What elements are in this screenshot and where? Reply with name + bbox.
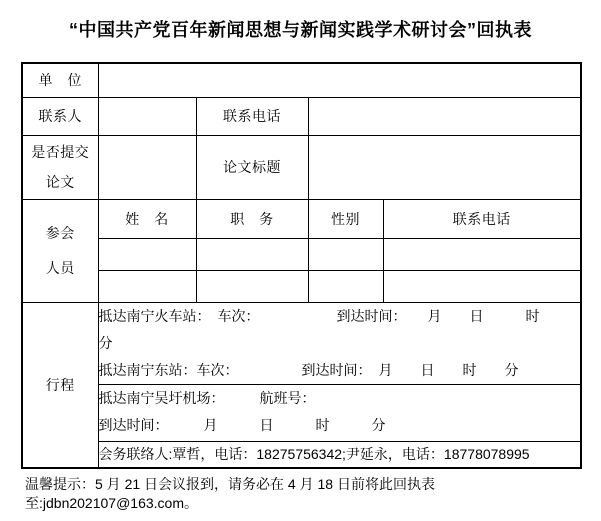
participant-phone-input-cell[interactable]: [383, 270, 581, 302]
participant-position-input-cell[interactable]: [196, 238, 308, 270]
participant-gender-input-cell[interactable]: [308, 270, 383, 302]
itinerary-flight-cell[interactable]: [98, 384, 581, 441]
participant-phone-input-cell[interactable]: [383, 238, 581, 270]
itinerary-train-line-2: 分: [98, 334, 113, 351]
participant-gender-input-cell[interactable]: [308, 238, 383, 270]
page-title: “中国共产党百年新闻思想与新闻实践学术研讨会”回执表: [69, 20, 532, 40]
participants-col-name: 姓 名: [98, 199, 196, 238]
paper-submit-label: [22, 135, 98, 199]
itinerary-train-line-3: 抵达南宁东站：车次： 到达时间： 月 日 时 分: [98, 361, 519, 378]
participants-col-gender: 性别: [308, 199, 383, 238]
contact-name-label: 联系人: [22, 97, 98, 135]
reply-form-table: [21, 62, 582, 469]
participants-label: [22, 199, 98, 302]
itinerary-flight-line-1: 抵达南宁吴圩机场： 航班号：: [98, 389, 316, 406]
participants-label-line1: 参会: [45, 224, 75, 241]
paper-title-input-cell[interactable]: [308, 135, 581, 199]
paper-submit-input-cell[interactable]: [98, 135, 196, 199]
contact-phone-label: 联系电话: [196, 97, 308, 135]
participant-row: [22, 270, 581, 302]
itinerary-contacts-cell: 会务联络人:覃哲，电话：18275756342;尹延永，电话：18778078995: [98, 441, 581, 468]
contact-phone-input-cell[interactable]: [308, 97, 581, 135]
footer-note: 温馨提示：5 月 21 日会议报到，请务必在 4 月 18 日前将此回执表至:jdbn202107@163.com。: [25, 476, 435, 511]
paper-submit-label-line1: 是否提交: [31, 144, 90, 160]
participant-row: [22, 238, 581, 270]
participants-col-phone: 联系电话: [383, 199, 581, 238]
itinerary-train-line-1: 抵达南宁火车站： 车次： 到达时间： 月 日 时: [98, 307, 540, 324]
unit-label: 单 位: [22, 63, 98, 97]
paper-title-label: 论文标题: [196, 135, 308, 199]
participants-label-line2: 人员: [45, 259, 75, 276]
paper-submit-label-line2: 论文: [45, 174, 75, 190]
participant-position-input-cell[interactable]: [196, 270, 308, 302]
itinerary-label: 行程: [22, 302, 98, 468]
participants-col-position: 职 务: [196, 199, 308, 238]
participant-name-input-cell[interactable]: [98, 270, 196, 302]
itinerary-flight-line-2: 到达时间： 月 日 时 分: [98, 416, 386, 433]
participant-name-input-cell[interactable]: [98, 238, 196, 270]
unit-input-cell[interactable]: [98, 63, 581, 97]
contact-name-input-cell[interactable]: [98, 97, 196, 135]
itinerary-train-cell[interactable]: [98, 302, 581, 384]
